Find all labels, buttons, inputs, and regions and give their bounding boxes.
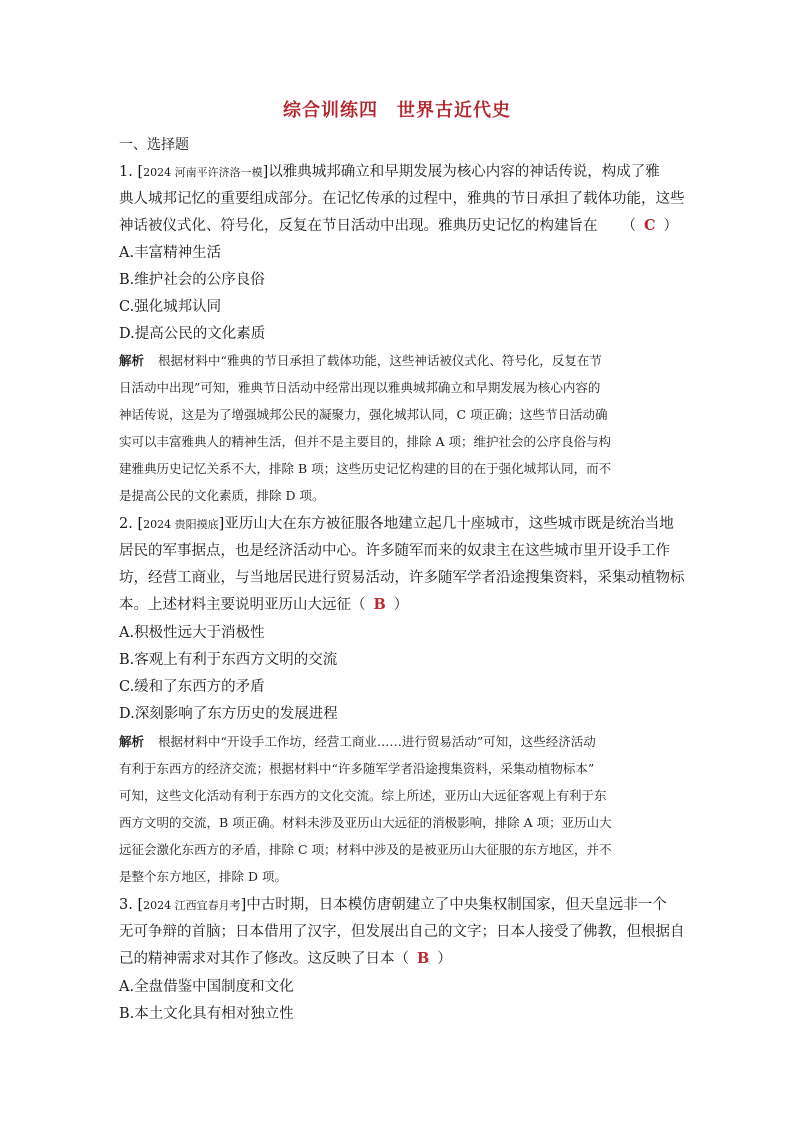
analysis-line: 西方文明的交流，B 项正确。材料未涉及亚历山大远征的消极影响，排除 A 项；亚历山大 bbox=[119, 815, 612, 830]
answer-letter: B bbox=[417, 950, 430, 967]
analysis-line: 是提高公民的文化素质，排除 D 项。 bbox=[119, 488, 325, 503]
question-stem-line: 典人城邦记忆的重要组成部分。在记忆传承的过程中，雅典的节日承担了载体功能，这些 bbox=[119, 191, 685, 207]
analysis-line: 实可以丰富雅典人的精神生活，但并不是主要目的，排除 A 项；维护社会的公序良俗与构 bbox=[119, 434, 611, 449]
analysis-line: 神话传说，这是为了增强城邦公民的凝聚力，强化城邦认同，C 项正确；这些节日活动确 bbox=[119, 407, 608, 422]
option-a: A.丰富精神生活 bbox=[119, 245, 222, 261]
question-stem-line bbox=[119, 593, 408, 614]
question-source: 2024 贵阳摸底 bbox=[143, 518, 219, 531]
source-bracket-open: 1. [ bbox=[119, 164, 144, 180]
option-b: B.维护社会的公序良俗 bbox=[119, 272, 265, 288]
analysis-text: 根据材料中“开设手工作坊，经营工商业……进行贸易活动”可知，这些经济活动 bbox=[158, 734, 596, 749]
option-a: A.积极性远大于消极性 bbox=[119, 625, 265, 641]
question-source: 2024 江西宜春月考 bbox=[143, 899, 241, 912]
question-stem-line: 居民的军事据点，也是经济活动中心。许多随军而来的奴隶主在这些城市里开设手工作 bbox=[119, 543, 670, 559]
option-c: C.强化城邦认同 bbox=[119, 299, 222, 315]
answer-letter: C bbox=[644, 217, 656, 234]
analysis-label: 解析 bbox=[119, 353, 145, 368]
question-stem-line bbox=[119, 160, 660, 181]
analysis-line: 远征会激化东西方的矛盾，排除 C 项；材料中涉及的是被亚历山大征服的东方地区，并不 bbox=[119, 842, 612, 857]
source-bracket-open: 3. [ bbox=[119, 897, 144, 913]
question-stem-text: ]中古时期，日本模仿唐朝建立了中央集权制国家，但天皇远非一个 bbox=[240, 897, 667, 913]
analysis-line: 日活动中出现”可知，雅典节日活动中经常出现以雅典城邦确立和早期发展为核心内容的 bbox=[119, 380, 601, 395]
option-d: D.深刻影响了东方历史的发展进程 bbox=[119, 706, 338, 722]
question-stem-text: 神话被仪式化、符号化，反复在节日活动中出现。雅典历史记忆的构建旨在 bbox=[119, 218, 598, 234]
answer-bracket-open: （ bbox=[351, 597, 366, 613]
section-header: 一、选择题 bbox=[119, 137, 189, 153]
option-c: C.缓和了东西方的矛盾 bbox=[119, 679, 265, 695]
option-b: B.客观上有利于东西方文明的交流 bbox=[119, 652, 338, 668]
analysis-line bbox=[119, 732, 596, 750]
page-title: 综合训练四 世界古近代史 bbox=[283, 100, 511, 121]
answer-letter: B bbox=[373, 596, 386, 613]
analysis-line: 有利于东西方的经济交流；根据材料中“许多随军学者沿途搜集资料，采集动植物标本” bbox=[119, 761, 595, 776]
analysis-line bbox=[119, 351, 602, 369]
analysis-line: 是整个东方地区，排除 D 项。 bbox=[119, 869, 287, 884]
analysis-label: 解析 bbox=[119, 734, 145, 749]
question-stem-text: 己的精神需求对其作了修改。这反映了日本 bbox=[119, 951, 395, 967]
source-bracket-open: 2. [ bbox=[119, 516, 144, 532]
question-stem-line bbox=[119, 947, 452, 968]
question-stem-line: 无可争辩的首脑；日本借用了汉字，但发展出自己的文字；日本人接受了佛教，但根据自 bbox=[119, 924, 685, 940]
answer-bracket-open: （ bbox=[394, 951, 409, 967]
question-stem-line bbox=[119, 214, 678, 235]
question-stem-line bbox=[119, 512, 674, 533]
question-stem-text: 本。上述材料主要说明亚历山大远征 bbox=[119, 597, 351, 613]
question-stem-text: ]以雅典城邦确立和早期发展为核心内容的神话传说，构成了雅 bbox=[262, 164, 660, 180]
analysis-line: 建雅典历史记忆关系不大，排除 B 项；这些历史记忆构建的目的在于强化城邦认同，而不 bbox=[119, 461, 612, 476]
option-d: D.提高公民的文化素质 bbox=[119, 326, 266, 342]
question-source: 2024 河南平许济洛一模 bbox=[143, 166, 263, 179]
question-stem-text: ]亚历山大在东方被征服各地建立起几十座城市，这些城市既是统治当地 bbox=[218, 516, 674, 532]
answer-bracket-open: （ bbox=[621, 218, 636, 234]
option-a: A.全盘借鉴中国制度和文化 bbox=[119, 979, 294, 995]
analysis-line: 可知，这些文化活动有利于东西方的文化交流。综上所述，亚历山大远征客观上有利于东 bbox=[119, 788, 607, 803]
answer-bracket-close: ） bbox=[437, 951, 452, 967]
option-b: B.本土文化具有相对独立性 bbox=[119, 1006, 294, 1022]
question-stem-line: 坊，经营工商业，与当地居民进行贸易活动，许多随军学者沿途搜集资料，采集动植物标 bbox=[119, 570, 685, 586]
question-stem-line bbox=[119, 893, 667, 914]
analysis-text: 根据材料中“雅典的节日承担了载体功能，这些神话被仪式化、符号化，反复在节 bbox=[158, 353, 602, 368]
answer-bracket-close: ） bbox=[393, 597, 409, 613]
answer-bracket-close: ） bbox=[663, 218, 679, 234]
